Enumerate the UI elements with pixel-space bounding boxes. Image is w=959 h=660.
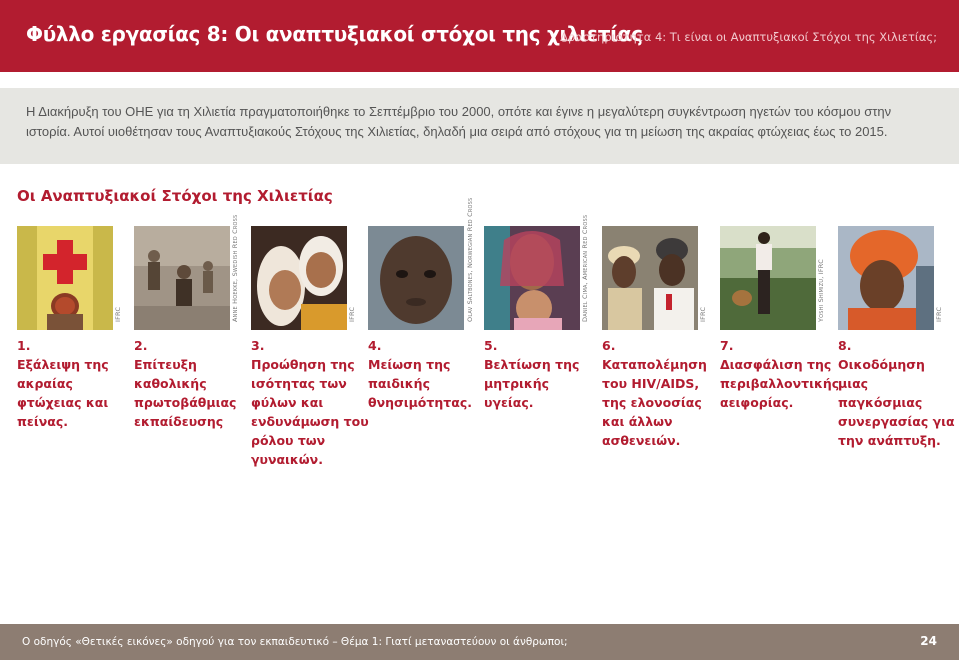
goal-7-photo	[720, 226, 832, 330]
children-rocks-icon	[134, 226, 230, 330]
goal-6-photo	[602, 226, 714, 330]
goal-number: 3.	[251, 338, 265, 353]
goal-description: Εξάλειψη της ακραίας φτώχειας και πείνας.	[17, 357, 109, 429]
woman-field-icon	[720, 226, 816, 330]
goal-8-text	[838, 336, 956, 450]
goal-5-credit: Daniel Cima, American Red Cross	[581, 214, 589, 322]
goal-description: Βελτίωση της μητρικής υγείας.	[484, 357, 580, 410]
goal-2-text	[134, 336, 252, 431]
intro-text: Η Διακήρυξη του ΟΗΕ για τη Χιλιετία πραγματοποιήθηκε το Σεπτέμβριο του 2000, οπότε και έγινε η μεγαλύτερη συγκέντρωση ηγετών του κόσμου στην ιστορία. Αυτοί υιοθέτησαν τους Αναπτυξιακούς Στόχους της Χιλιετίας, δηλαδή μια σειρά από στόχους για τη μείωση της ακραίας φτώχειας έως το 2015.	[26, 104, 892, 139]
goal-description: Διασφάλιση της περιβαλλοντικής αειφορίας.	[720, 357, 840, 410]
goal-5-photo	[484, 214, 596, 330]
section-title: Οι Αναπτυξιακοί Στόχοι της Χιλιετίας	[17, 187, 333, 205]
intro-box	[0, 88, 959, 164]
goal-7-text	[720, 336, 838, 412]
goal-description: Καταπολέμηση του HIV/AIDS, της ελονοσίας και άλλων ασθενειών.	[602, 357, 707, 448]
goal-3-photo	[251, 226, 363, 330]
goal-8-credit: IFRC	[935, 306, 943, 322]
goal-number: 1.	[17, 338, 31, 353]
page-number: 24	[920, 634, 937, 648]
women-group-icon	[602, 226, 698, 330]
red-cross-vest-icon	[17, 226, 113, 330]
goal-6-text	[602, 336, 720, 450]
goal-1-photo	[17, 226, 129, 330]
activity-label: Δραστηριότητα 4: Τι είναι οι Αναπτυξιακοί Στόχοι της Χιλιετίας;	[560, 30, 937, 44]
goal-description: Μείωση της παιδικής θνησιμότητας.	[368, 357, 472, 410]
goal-4-photo	[368, 197, 480, 330]
goal-2-photo	[134, 214, 246, 330]
goal-1-credit: IFRC	[114, 306, 122, 322]
goal-6-credit: IFRC	[699, 306, 707, 322]
mother-baby-icon	[484, 226, 580, 330]
goal-description: Οικοδόμηση μιας παγκόσμιας συνεργασίας για την ανάπτυξη.	[838, 357, 955, 448]
page-title: Φύλλο εργασίας 8: Οι αναπτυξιακοί στόχοι της χιλιετίας	[26, 22, 643, 46]
page-footer	[0, 624, 959, 660]
goal-5-text	[484, 336, 602, 412]
woman-headwrap-icon	[838, 226, 934, 330]
child-face-icon	[368, 226, 464, 330]
goal-3-credit: IFRC	[348, 306, 356, 322]
goal-4-text	[368, 336, 486, 412]
goal-description: Προώθηση της ισότητας των φύλων και ενδυνάμωση του ρόλου των γυναικών.	[251, 357, 369, 467]
goal-number: 2.	[134, 338, 148, 353]
goal-3-text	[251, 336, 369, 469]
goal-number: 5.	[484, 338, 498, 353]
goal-number: 7.	[720, 338, 734, 353]
guide-title: Ο οδηγός «Θετικές εικόνες» οδηγού για τον εκπαιδευτικό – Θέμα 1: Γιατί μεταναστεύουν οι άνθρωποι;	[22, 636, 568, 648]
goal-number: 8.	[838, 338, 852, 353]
goal-1-text	[17, 336, 135, 431]
goal-description: Επίτευξη καθολικής πρωτοβάθμιας εκπαίδευσης	[134, 357, 237, 429]
goal-4-credit: Olav Saltbones, Norwegian Red Cross	[466, 197, 474, 322]
goal-number: 4.	[368, 338, 382, 353]
goal-2-credit: Anne Hoekke, Swedish Red Cross	[231, 214, 239, 322]
goal-7-credit: Yoshi Shimizu, IFRC	[817, 259, 825, 322]
goal-8-photo	[838, 226, 950, 330]
page-header	[0, 0, 959, 72]
goal-number: 6.	[602, 338, 616, 353]
two-girls-icon	[251, 226, 347, 330]
